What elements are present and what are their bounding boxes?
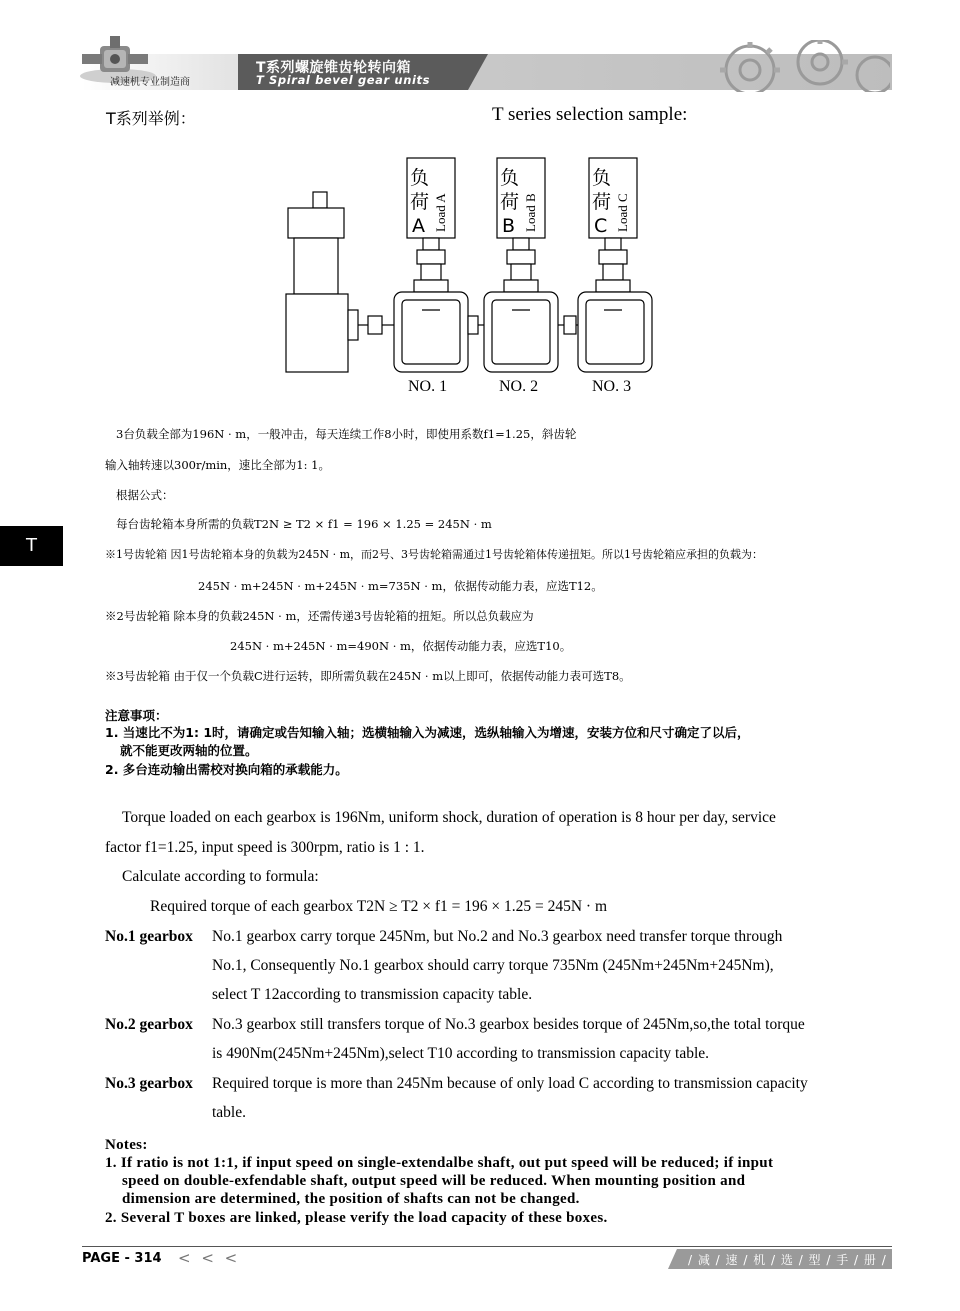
en-gearbox-1-text: No.1 gearbox carry torque 245Nm, but No.2 and No.3 gearbox need transfer torque through: [212, 928, 783, 945]
section-tab-t: T: [0, 526, 63, 566]
en-gearbox-1-text-2: No.1, Consequently No.1 gearbox should carry torque 735Nm (245Nm+245Nm+245Nm),: [212, 957, 774, 974]
motor-shaft: [313, 192, 327, 208]
load-c-cn-2: 荷: [592, 191, 612, 213]
cn-gearbox-1-cont: 245N · m+245N · m+245N · m=735N · m，依据传动能力表，应选T12。: [198, 579, 603, 593]
page-number: PAGE - 314: [82, 1251, 162, 1266]
gearbox-1: [394, 158, 468, 372]
cn-notes-title: 注意事项：: [105, 708, 168, 723]
en-paragraph-2: Calculate according to formula:: [122, 868, 319, 885]
load-c-letter: C: [594, 215, 608, 237]
load-c-cn-1: 负: [592, 167, 612, 189]
cn-gearbox-1: ※1号齿轮箱 因1号齿轮箱本身的负载为245N · m，而2号、3号齿轮箱需通过1号齿轮箱体传递扭矩。所以1号齿轮箱应承担的负载为：: [105, 548, 764, 561]
header-title-cn: T系列螺旋锥齿轮转向箱: [256, 60, 412, 76]
en-formula: Required torque of each gearbox T2N ≥ T2 × f1 = 196 × 1.25 = 245N · m: [150, 898, 608, 915]
prev-arrows-icon[interactable]: < < <: [178, 1249, 241, 1267]
en-gearbox-2-text-2: is 490Nm(245Nm+245Nm),select T10 according to transmission capacity table.: [212, 1045, 710, 1062]
en-notes-title: Notes:: [105, 1137, 148, 1153]
gearbox-2: [484, 158, 558, 372]
en-note-1-cont: speed on double-exfendable shaft, output speed will be reduced. When mounting position and: [122, 1173, 746, 1189]
load-b-cn-2: 荷: [500, 191, 520, 213]
cn-paragraph-1: 3台负载全部为196N · m，一般冲击，每天连续工作8小时，即使用系数f1=1.25，斜齿轮: [116, 427, 577, 441]
en-gearbox-2-label: No.2 gearbox: [105, 1016, 193, 1033]
linked-gearbox-diagram: [280, 150, 680, 400]
en-gearbox-2-text: No.3 gearbox still transfers torque of No.3 gearbox besides torque of 245Nm,so,the total torque: [212, 1016, 805, 1033]
motor-top: [288, 208, 344, 238]
en-gearbox-3-text: Required torque is more than 245Nm because of only load C according to transmission capacity: [212, 1075, 808, 1092]
en-gearbox-3-text-2: table.: [212, 1104, 246, 1121]
footer-manual-title: / 减 / 速 / 机 / 选 / 型 / 手 / 册 /: [688, 1253, 887, 1267]
motor-reducer: [286, 294, 348, 372]
load-a-letter: A: [412, 215, 425, 237]
cn-note-1: 1. 当速比不为1: 1时，请确定或告知输入轴；选横轴输入为减速，选纵轴输入为增速，安装方位和尺寸确定了以后，: [105, 725, 750, 740]
section-title-cn: T系列举例：: [106, 109, 196, 128]
cn-paragraph-3: 根据公式：: [116, 488, 174, 502]
load-a-cn-2: 荷: [410, 191, 430, 213]
maker-label: 减速机专业制造商: [110, 77, 190, 88]
en-gearbox-1-text-3: select T 12according to transmission capacity table.: [212, 986, 533, 1003]
cn-paragraph-2: 输入轴转速以300r/min，速比全部为1: 1。: [105, 458, 330, 472]
en-note-1: 1. If ratio is not 1:1, if input speed on single-extendalbe shaft, out put speed will be reduced; if input: [105, 1155, 774, 1171]
motor-body: [294, 238, 338, 294]
no2-label: NO. 2: [499, 378, 539, 395]
cn-note-2: 2. 多台连动输出需校对换向箱的承载能力。: [105, 762, 348, 777]
section-title-en: T series selection sample:: [492, 104, 688, 125]
cn-gearbox-2: ※2号齿轮箱 除本身的负载245N · m，还需传递3号齿轮箱的扭矩。所以总负载应为: [105, 609, 534, 623]
no1-label: NO. 1: [408, 378, 448, 395]
footer-divider: [82, 1246, 892, 1247]
load-c-en: Load C: [615, 193, 630, 232]
cn-gearbox-2-cont: 245N · m+245N · m=490N · m，依据传动能力表，应选T10。: [230, 639, 572, 653]
cn-formula: 每台齿轮箱本身所需的负载T2N ≥ T2 × f1 = 196 × 1.25 = 245N · m: [116, 517, 492, 531]
en-paragraph-1: Torque loaded on each gearbox is 196Nm, uniform shock, duration of operation is 8 hour per day, service: [122, 809, 776, 826]
en-gearbox-1-label: No.1 gearbox: [105, 928, 193, 945]
cn-gearbox-3: ※3号齿轮箱 由于仅一个负载C进行运转，即所需负载在245N · m以上即可，依据传动能力表可选T8。: [105, 669, 631, 683]
en-note-1-cont-2: dimension are determined, the position of shafts can not be changed.: [122, 1191, 580, 1207]
gearbox-3: [578, 158, 652, 372]
cn-note-1-cont: 就不能更改两轴的位置。: [120, 743, 258, 758]
en-gearbox-3-label: No.3 gearbox: [105, 1075, 193, 1092]
gears-decoration-icon: [690, 40, 890, 92]
en-paragraph-1-cont: factor f1=1.25, input speed is 300rpm, ratio is 1 : 1.: [105, 839, 425, 856]
load-b-letter: B: [502, 215, 516, 237]
load-a-en: Load A: [433, 193, 448, 232]
no3-label: NO. 3: [592, 378, 632, 395]
load-b-cn-1: 负: [500, 167, 520, 189]
load-b-en: Load B: [523, 193, 538, 232]
en-note-2: 2. Several T boxes are linked, please verify the load capacity of these boxes.: [105, 1210, 608, 1226]
load-a-cn-1: 负: [410, 167, 430, 189]
header-title-en: T Spiral bevel gear units: [256, 73, 431, 87]
